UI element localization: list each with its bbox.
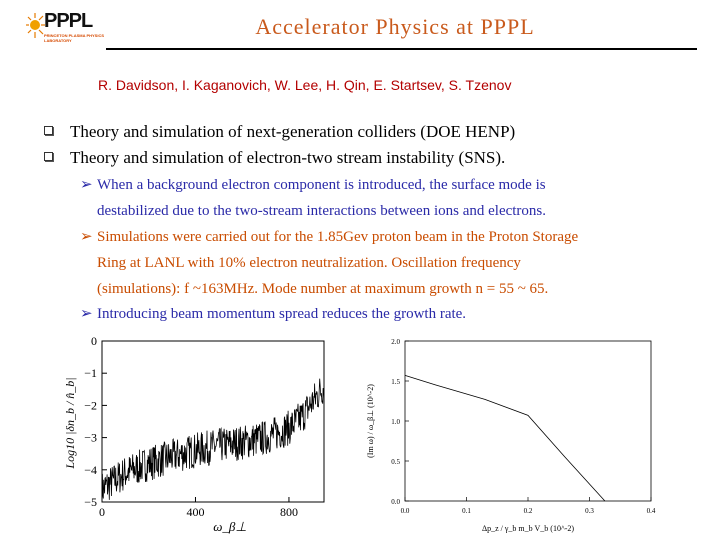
x-tick-label: 0.4 <box>646 507 656 515</box>
x-axis-label: ω_β⊥ <box>213 519 247 534</box>
y-tick-label: 1.5 <box>391 378 400 386</box>
sunburst-icon <box>26 12 46 42</box>
x-axis-label: Δp_z / γ_b m_b V_b (10^-2) <box>481 524 575 533</box>
y-tick-label: −5 <box>84 495 97 509</box>
growth-rate-line <box>405 375 605 501</box>
x-tick-label: 0.3 <box>585 507 594 515</box>
checkbox-bullet-icon <box>44 126 53 135</box>
logo-subtitle: PRINCETON PLASMA PHYSICS LABORATORY <box>44 33 105 43</box>
plot-frame <box>405 341 651 501</box>
x-tick-label: 800 <box>279 505 298 519</box>
growth-rate-plot <box>355 335 675 535</box>
bullet-text: Theory and simulation of electron-two stream instability (SNS). <box>70 148 506 167</box>
y-tick-label: 2.0 <box>391 338 400 346</box>
y-tick-label: 1.0 <box>391 418 400 426</box>
x-tick-label: 0 <box>99 505 105 519</box>
y-tick-label: 0.5 <box>391 458 400 466</box>
sub-bullet-line: destabilized due to the two-stream interactions between ions and electrons. <box>97 203 547 219</box>
y-tick-label: −1 <box>84 366 97 381</box>
slide-title: Accelerator Physics at PPPL <box>255 14 535 39</box>
sub-bullet-line: Introducing beam momentum spread reduces the growth rate. <box>97 306 467 322</box>
authors-line: R. Davidson, I. Kaganovich, W. Lee, H. Qin, E. Startsev, S. Tzenov <box>98 77 512 93</box>
title-divider <box>106 48 697 50</box>
x-tick-label: 0.0 <box>400 507 410 515</box>
arrow-bullet-icon: ➢ <box>80 306 93 322</box>
checkbox-bullet-icon <box>44 152 53 161</box>
bullet-text: Theory and simulation of next-generation colliders (DOE HENP) <box>70 122 516 141</box>
arrow-bullet-icon: ➢ <box>80 177 93 193</box>
y-tick-label: −3 <box>84 430 97 445</box>
sub-bullet-line: (simulations): f ~163MHz. Mode number at maximum growth n = 55 ~ 65. <box>97 281 549 297</box>
y-tick-label: 0 <box>91 335 97 348</box>
arrow-bullet-icon: ➢ <box>80 229 93 245</box>
pppl-logo <box>26 12 106 48</box>
y-tick-label: −2 <box>84 398 97 413</box>
x-tick-label: 0.2 <box>523 507 533 515</box>
sub-bullet-line: When a background electron component is introduced, the surface mode is <box>97 177 546 193</box>
logo-text: PPPL <box>44 10 93 32</box>
growth-plot <box>60 335 330 535</box>
y-axis-label: (Im ω) / ω_β⊥ (10^-2) <box>366 384 375 458</box>
sub-bullet-line: Ring at LANL with 10% electron neutralization. Oscillation frequency <box>97 255 521 271</box>
sub-bullet-line: Simulations were carried out for the 1.85Gev proton beam in the Proton Storage <box>97 229 579 245</box>
x-tick-label: 0.1 <box>462 507 471 515</box>
growth-signal-line <box>102 379 324 502</box>
y-tick-label: 0.0 <box>391 498 400 506</box>
y-tick-label: −4 <box>84 462 97 477</box>
x-tick-label: 400 <box>186 505 205 519</box>
y-axis-label: Log10 |δn_b / n̂_b| <box>63 377 77 469</box>
